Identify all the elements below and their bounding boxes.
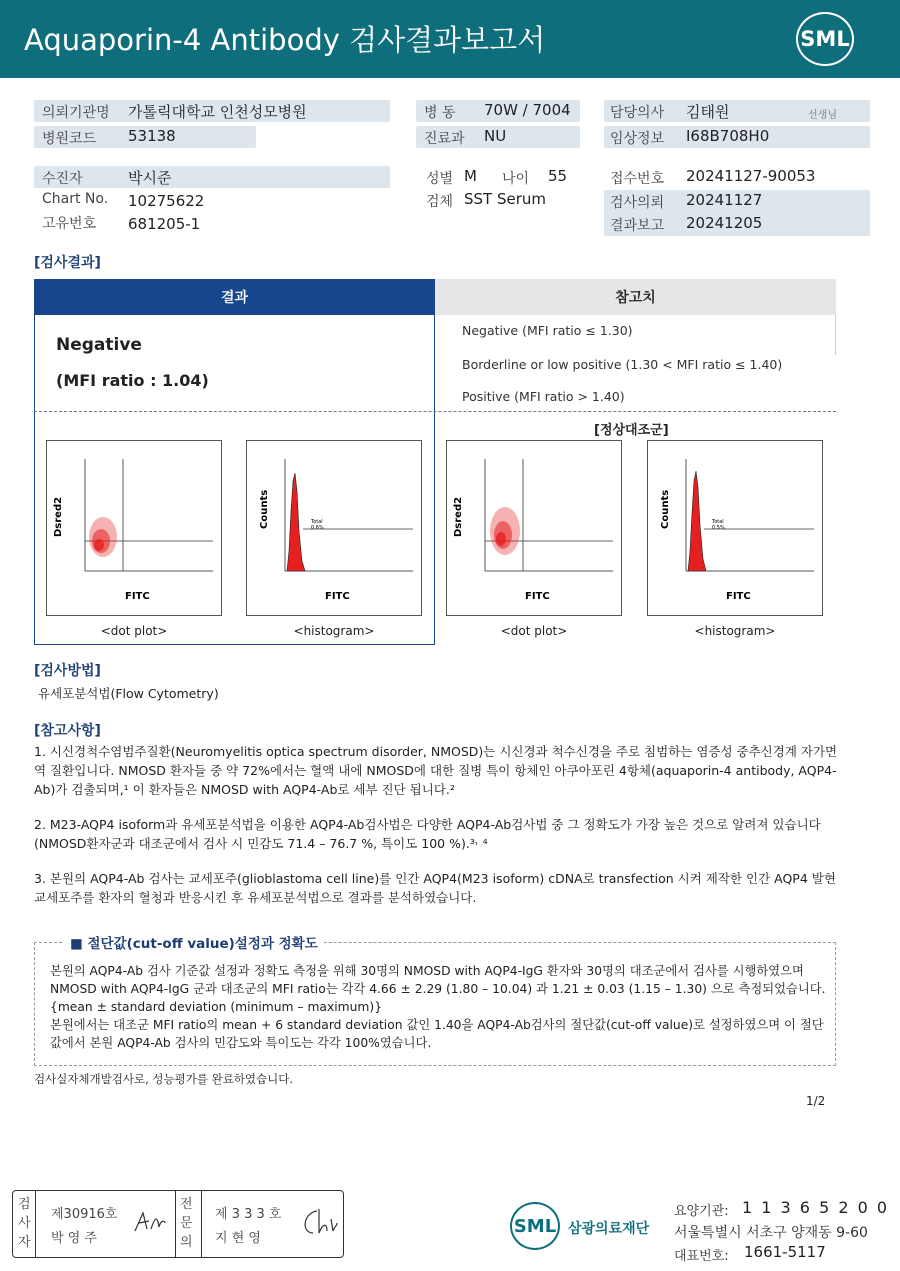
report-label: 결과보고 xyxy=(610,218,665,234)
total-label: Total xyxy=(311,519,323,525)
reference-column-header: 참고치 xyxy=(435,279,836,315)
histogram-peak xyxy=(287,473,305,571)
org-address: 서울특별시 서초구 양재동 9-60 xyxy=(674,1225,868,1241)
control-histogram xyxy=(647,440,823,616)
signature-box xyxy=(12,1190,344,1258)
clinical-value: I68B708H0 xyxy=(686,127,770,145)
results-section-title: [검사결과] xyxy=(34,255,101,271)
page-number: 1/2 xyxy=(806,1094,826,1108)
inst-code: 1 1 3 6 5 2 0 0 xyxy=(742,1198,890,1217)
specialist-signature xyxy=(299,1205,339,1239)
total-percent: 0.5% xyxy=(712,525,725,531)
specimen-label: 검체 xyxy=(426,194,454,210)
inst-code-label: 요양기관: xyxy=(674,1204,729,1219)
counts-axis-label: Counts xyxy=(259,489,270,529)
patient-row xyxy=(34,166,390,188)
fitc-axis-label: FITC xyxy=(325,591,350,602)
fitc-axis-label: FITC xyxy=(125,591,150,602)
ward-value: 70W / 7004 xyxy=(484,101,571,119)
histogram-caption: <histogram> xyxy=(694,624,776,638)
patient-label: 수진자 xyxy=(42,171,83,187)
ref-borderline: Borderline or low positive (1.30 < MFI ratio ≤ 1.40) xyxy=(462,357,783,372)
report-value: 20241205 xyxy=(686,214,763,232)
specialist-label: 전 문 의 xyxy=(180,1197,193,1250)
age-value: 55 xyxy=(548,167,568,185)
dsred-axis-label: Dsred2 xyxy=(453,496,464,537)
org-logo: SML xyxy=(510,1202,560,1250)
age-label: 나이 xyxy=(502,171,530,187)
request-label: 검사의뢰 xyxy=(610,195,665,211)
receipt-label: 접수번호 xyxy=(610,171,665,187)
histogram-caption: <histogram> xyxy=(293,624,375,638)
divider xyxy=(835,315,836,355)
fitc-axis-label: FITC xyxy=(726,591,751,602)
ref-negative: Negative (MFI ratio ≤ 1.30) xyxy=(462,323,633,338)
institution-value: 가톨릭대학교 인천성모병원 xyxy=(128,103,307,121)
specialist-name: 지 현 영 xyxy=(215,1231,261,1246)
notes-section-title: [참고사항] xyxy=(34,723,101,739)
fitc-axis-label: FITC xyxy=(525,591,550,602)
counts-axis-label: Counts xyxy=(660,489,671,529)
dept-value: NU xyxy=(484,127,507,145)
chart-label: Chart No. xyxy=(42,191,109,207)
note-paragraph-3: 3. 본원의 AQP4-Ab 검사는 교세포주(glioblastoma cell line)를 인간 AQP4(M23 isoform) cDNA로 transfection 시켜 제작한 인간 AQP4 발현 교세포주를 환자의 혈청과 반응시킨 후 유세포분석법으로 결과를 분석하였습니다. xyxy=(34,871,836,905)
examiner-label: 검 사 자 xyxy=(18,1197,31,1250)
institution-label: 의뢰기관명 xyxy=(42,105,110,121)
control-dot-plot xyxy=(446,440,622,616)
tel-label: 대표번호: xyxy=(674,1249,729,1264)
normal-control-label: [정상대조군] xyxy=(594,423,669,438)
method-section-title: [검사방법] xyxy=(34,663,101,679)
ward-label: 병 동 xyxy=(424,105,456,121)
dept-label: 진료과 xyxy=(424,131,465,147)
dot-cluster xyxy=(490,507,520,555)
total-label: Total xyxy=(712,519,724,525)
request-value: 20241127 xyxy=(686,191,763,209)
patient-dot-plot xyxy=(46,440,222,616)
divider xyxy=(34,411,836,412)
org-name: 삼광의료재단 xyxy=(568,1221,650,1237)
dot-plot-caption: <dot plot> xyxy=(500,624,568,638)
doctor-suffix: 선생님 xyxy=(808,110,837,121)
receipt-value: 20241127-90053 xyxy=(686,167,816,185)
histogram-peak xyxy=(688,471,706,571)
note-paragraph-2: 2. M23-AQP4 isoform과 유세포분석법을 이용한 AQP4-Ab검사법은 다양한 AQP4-Ab검사법 중 그 정확도가 가장 높은 것으로 알려져 있습니다(NMOSD환자군과 대조군에서 검사 시 민감도 71.4 – 76.7 %, 특이도 100 %).³˒ ⁴ xyxy=(34,817,821,851)
unique-label: 고유번호 xyxy=(42,216,97,232)
report-title: Aquaporin-4 Antibody 검사결과보고서 xyxy=(24,23,546,57)
examiner-signature xyxy=(131,1207,167,1237)
specialist-number: 제 3 3 3 호 xyxy=(215,1207,282,1222)
cutoff-text-2: 본원에서는 대조군 MFI ratio의 mean + 6 standard deviation 값인 1.40을 AQP4-Ab검사의 절단값(cut-off value)로 설정하였으며 이 절단값에서 본원 AQP4-Ab 검사의 민감도와 특이도는 각각 100%였습니다. xyxy=(50,1018,824,1050)
doctor-value: 김태원 xyxy=(686,103,730,121)
mfi-value: (MFI ratio : 1.04) xyxy=(56,371,209,390)
sml-logo: SML xyxy=(796,12,854,66)
cutoff-title: ■ 절단값(cut-off value)설정과 정확도 xyxy=(64,932,324,952)
cutoff-text-1: 본원의 AQP4-Ab 검사 기준값 설정과 정확도 측정을 위해 30명의 NMOSD with AQP4-IgG 환자와 30명의 대조군에서 검사를 시행하였으며 NMOSD with AQP4-IgG 군과 대조군의 MFI ratio는 각각 4.66 ± 2.29 (1.80 – 10.04) 과 1.21 ± 0.03 (1.15 – 1.30) 으로 측정되었습니다. {mean ± standard deviation (minimum – maximum)} xyxy=(50,964,826,1014)
chart-value: 10275622 xyxy=(128,192,205,210)
total-percent: 0.6% xyxy=(311,525,324,531)
dot-plot-caption: <dot plot> xyxy=(100,624,168,638)
unique-value: 681205-1 xyxy=(128,215,201,233)
method-text: 유세포분석법(Flow Cytometry) xyxy=(38,686,219,701)
patient-value: 박시준 xyxy=(128,169,172,187)
dot-cluster xyxy=(89,517,117,557)
validation-note: 검사실자체개발검사로, 성능평가를 완료하였습니다. xyxy=(34,1072,294,1086)
clinical-label: 임상정보 xyxy=(610,131,665,147)
ref-positive: Positive (MFI ratio > 1.40) xyxy=(462,389,625,404)
hospcode-label: 병원코드 xyxy=(42,131,97,147)
tel-number: 1661-5117 xyxy=(744,1243,826,1261)
dsred-axis-label: Dsred2 xyxy=(53,496,64,537)
report-header xyxy=(0,0,900,78)
examiner-number: 제30916호 xyxy=(51,1207,118,1222)
note-paragraph-1: 1. 시신경척수염범주질환(Neuromyelitis optica spectrum disorder, NMOSD)는 시신경과 척수신경을 주로 침범하는 염증성 중추신경계 자가면역 질환입니다. NMOSD 환자들 중 약 72%에서는 혈액 내에 NMOSD에 대한 질병 특이 항체인 아쿠아포린 4항체(aquaporin-4 antibody, AQP4-Ab)가 검출되며,¹ 이 환자들은 NMOSD with AQP4-Ab로 세부 진단 됩니다.² xyxy=(34,744,838,797)
doctor-label: 담당의사 xyxy=(610,105,665,121)
hospcode-value: 53138 xyxy=(128,127,176,145)
result-column-header: 결과 xyxy=(34,279,435,315)
sex-label: 성별 xyxy=(426,171,454,187)
patient-histogram xyxy=(246,440,422,616)
examiner-name: 박 영 주 xyxy=(51,1231,97,1246)
specimen-value: SST Serum xyxy=(464,190,547,208)
sex-value: M xyxy=(464,167,477,185)
result-value: Negative xyxy=(56,335,142,355)
